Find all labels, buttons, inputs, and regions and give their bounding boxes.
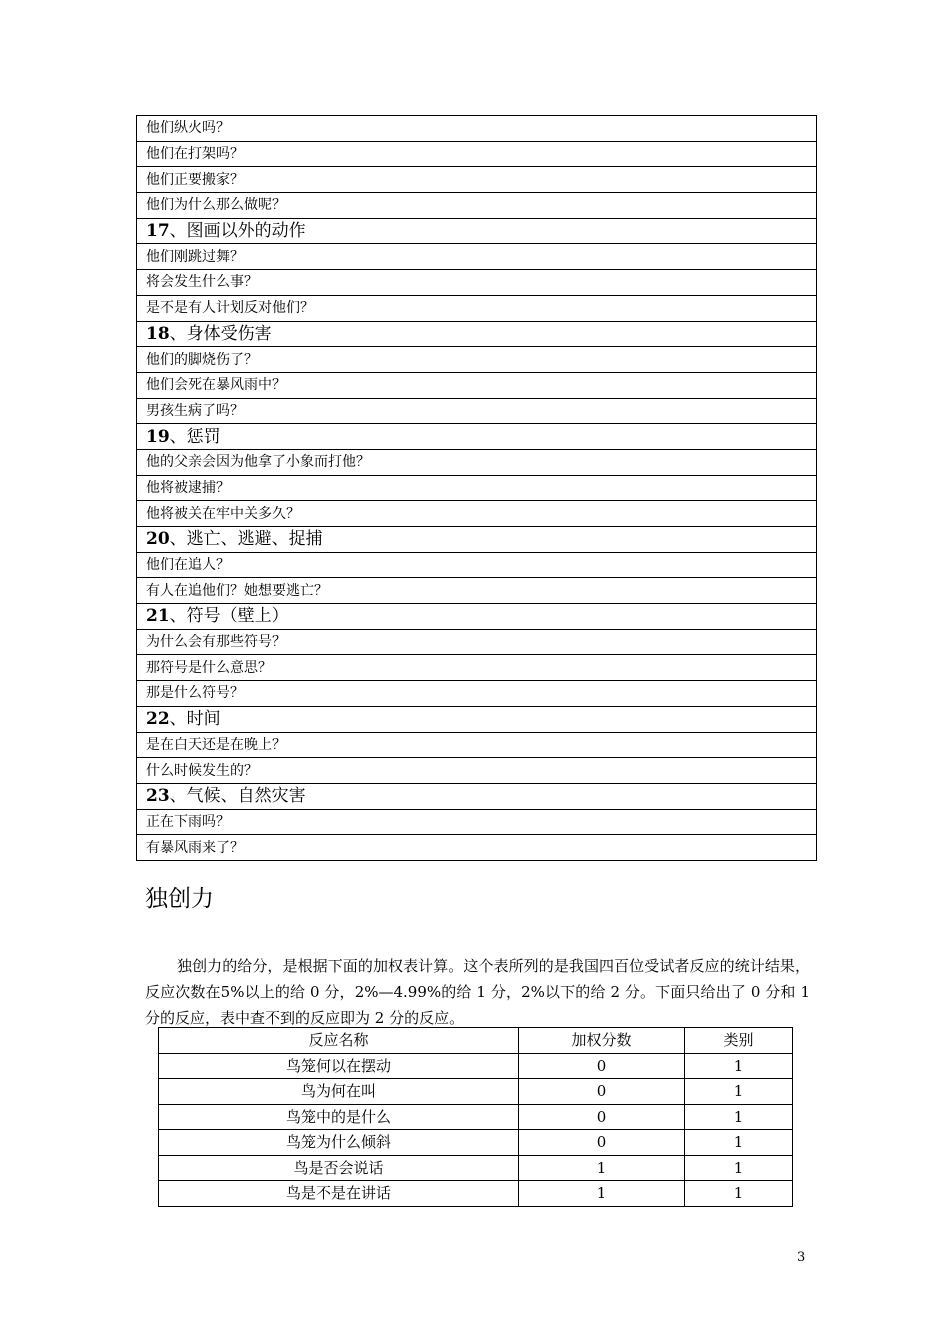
category-label: 、惩罚	[169, 426, 221, 447]
response-name-cell: 鸟笼中的是什么	[159, 1104, 519, 1130]
response-name-cell: 鸟是否会说话	[159, 1155, 519, 1181]
category-number: 20	[146, 529, 170, 550]
response-name-cell: 鸟笼何以在摆动	[159, 1053, 519, 1079]
question-row	[137, 629, 817, 655]
question-text: 为什么会有那些符号？	[137, 629, 817, 655]
question-row	[137, 732, 817, 758]
question-row	[137, 475, 817, 501]
question-text: 他们刚跳过舞？	[137, 244, 817, 270]
table-row	[159, 1130, 793, 1156]
question-text: 什么时候发生的？	[137, 758, 817, 784]
category-label: 、气候、自然灾害	[169, 786, 306, 807]
weighted-score-cell: 0	[519, 1053, 685, 1079]
category-cell: 1	[685, 1079, 793, 1105]
category-heading	[137, 706, 817, 732]
category-cell: 1	[685, 1053, 793, 1079]
question-text: 正在下雨吗？	[137, 809, 817, 835]
category-heading	[137, 218, 817, 244]
question-row	[137, 167, 817, 193]
category-heading	[137, 604, 817, 630]
category-heading-row	[137, 604, 817, 630]
question-text: 他们纵火吗？	[137, 116, 817, 142]
table-row	[159, 1079, 793, 1105]
question-text: 那是什么符号？	[137, 681, 817, 707]
response-name-cell: 鸟笼为什么倾斜	[159, 1130, 519, 1156]
question-text: 他将被关在牢中关多久？	[137, 501, 817, 527]
weighted-score-cell: 1	[519, 1181, 685, 1207]
weight-table	[158, 1027, 793, 1207]
question-table-body	[137, 116, 817, 861]
weighted-score-cell: 0	[519, 1130, 685, 1156]
question-row	[137, 655, 817, 681]
question-row	[137, 758, 817, 784]
category-heading-row	[137, 218, 817, 244]
category-heading-row	[137, 527, 817, 553]
category-heading	[137, 321, 817, 347]
question-row	[137, 270, 817, 296]
question-text: 是不是有人计划反对他们？	[137, 295, 817, 321]
question-text: 他将被逮捕？	[137, 475, 817, 501]
category-label: 、逃亡、逃避、捉捕	[169, 529, 323, 550]
response-name-cell: 鸟为何在叫	[159, 1079, 519, 1105]
category-heading-row	[137, 783, 817, 809]
question-row	[137, 116, 817, 142]
question-text: 是在白天还是在晚上？	[137, 732, 817, 758]
question-row	[137, 449, 817, 475]
category-label: 、符号（壁上）	[169, 606, 289, 627]
page-number: 3	[797, 1250, 806, 1265]
question-row	[137, 141, 817, 167]
section-title: 独创力	[145, 886, 214, 912]
category-number: 17	[146, 221, 170, 242]
question-row	[137, 809, 817, 835]
question-text: 将会发生什么事？	[137, 270, 817, 296]
question-row	[137, 372, 817, 398]
weight-table-header-row	[159, 1028, 793, 1054]
category-number: 22	[146, 709, 170, 730]
question-row	[137, 244, 817, 270]
weight-table-body	[159, 1053, 793, 1206]
header-weighted-score: 加权分数	[519, 1028, 685, 1054]
table-row	[159, 1104, 793, 1130]
category-cell: 1	[685, 1130, 793, 1156]
question-text: 他们在打架吗？	[137, 141, 817, 167]
question-row	[137, 552, 817, 578]
category-label: 、时间	[169, 709, 221, 730]
category-cell: 1	[685, 1181, 793, 1207]
question-row	[137, 681, 817, 707]
category-label: 、身体受伤害	[169, 323, 272, 344]
question-text: 男孩生病了吗？	[137, 398, 817, 424]
question-row	[137, 398, 817, 424]
question-text: 有暴风雨来了？	[137, 835, 817, 861]
category-heading	[137, 783, 817, 809]
question-text: 他们正要搬家？	[137, 167, 817, 193]
question-text: 他的父亲会因为他拿了小象而打他？	[137, 449, 817, 475]
category-heading-row	[137, 706, 817, 732]
category-number: 19	[146, 426, 170, 447]
weighted-score-cell: 0	[519, 1079, 685, 1105]
category-cell: 1	[685, 1155, 793, 1181]
category-heading	[137, 527, 817, 553]
intro-paragraph: 独创力的给分，是根据下面的加权表计算。这个表所列的是我国四百位受试者反应的统计结果，反应次数在5%以上的给 0 分，2%—4.99%的给 1 分，2%以下的给 2 分。下面只给出了 0 分和 1 分的反应，表中查不到的反应即为 2 分的反应。	[145, 957, 810, 1027]
table-row	[159, 1181, 793, 1207]
question-text: 有人在追他们？她想要逃亡？	[137, 578, 817, 604]
weighted-score-cell: 0	[519, 1104, 685, 1130]
question-text: 他们为什么那么做呢？	[137, 193, 817, 219]
weighted-score-cell: 1	[519, 1155, 685, 1181]
header-category: 类别	[685, 1028, 793, 1054]
category-heading	[137, 424, 817, 450]
question-table	[136, 115, 817, 861]
table-row	[159, 1053, 793, 1079]
category-number: 18	[146, 323, 170, 344]
category-heading-row	[137, 424, 817, 450]
question-text: 他们的脚烧伤了？	[137, 347, 817, 373]
category-label: 、图画以外的动作	[169, 221, 306, 242]
question-text: 他们会死在暴风雨中？	[137, 372, 817, 398]
category-cell: 1	[685, 1104, 793, 1130]
response-name-cell: 鸟是不是在讲话	[159, 1181, 519, 1207]
table-row	[159, 1155, 793, 1181]
category-number: 21	[146, 606, 170, 627]
category-number: 23	[146, 786, 170, 807]
question-row	[137, 193, 817, 219]
category-heading-row	[137, 321, 817, 347]
question-text: 那符号是什么意思？	[137, 655, 817, 681]
question-row	[137, 835, 817, 861]
question-row	[137, 578, 817, 604]
question-row	[137, 501, 817, 527]
question-row	[137, 347, 817, 373]
question-text: 他们在追人？	[137, 552, 817, 578]
header-response-name: 反应名称	[159, 1028, 519, 1054]
question-row	[137, 295, 817, 321]
